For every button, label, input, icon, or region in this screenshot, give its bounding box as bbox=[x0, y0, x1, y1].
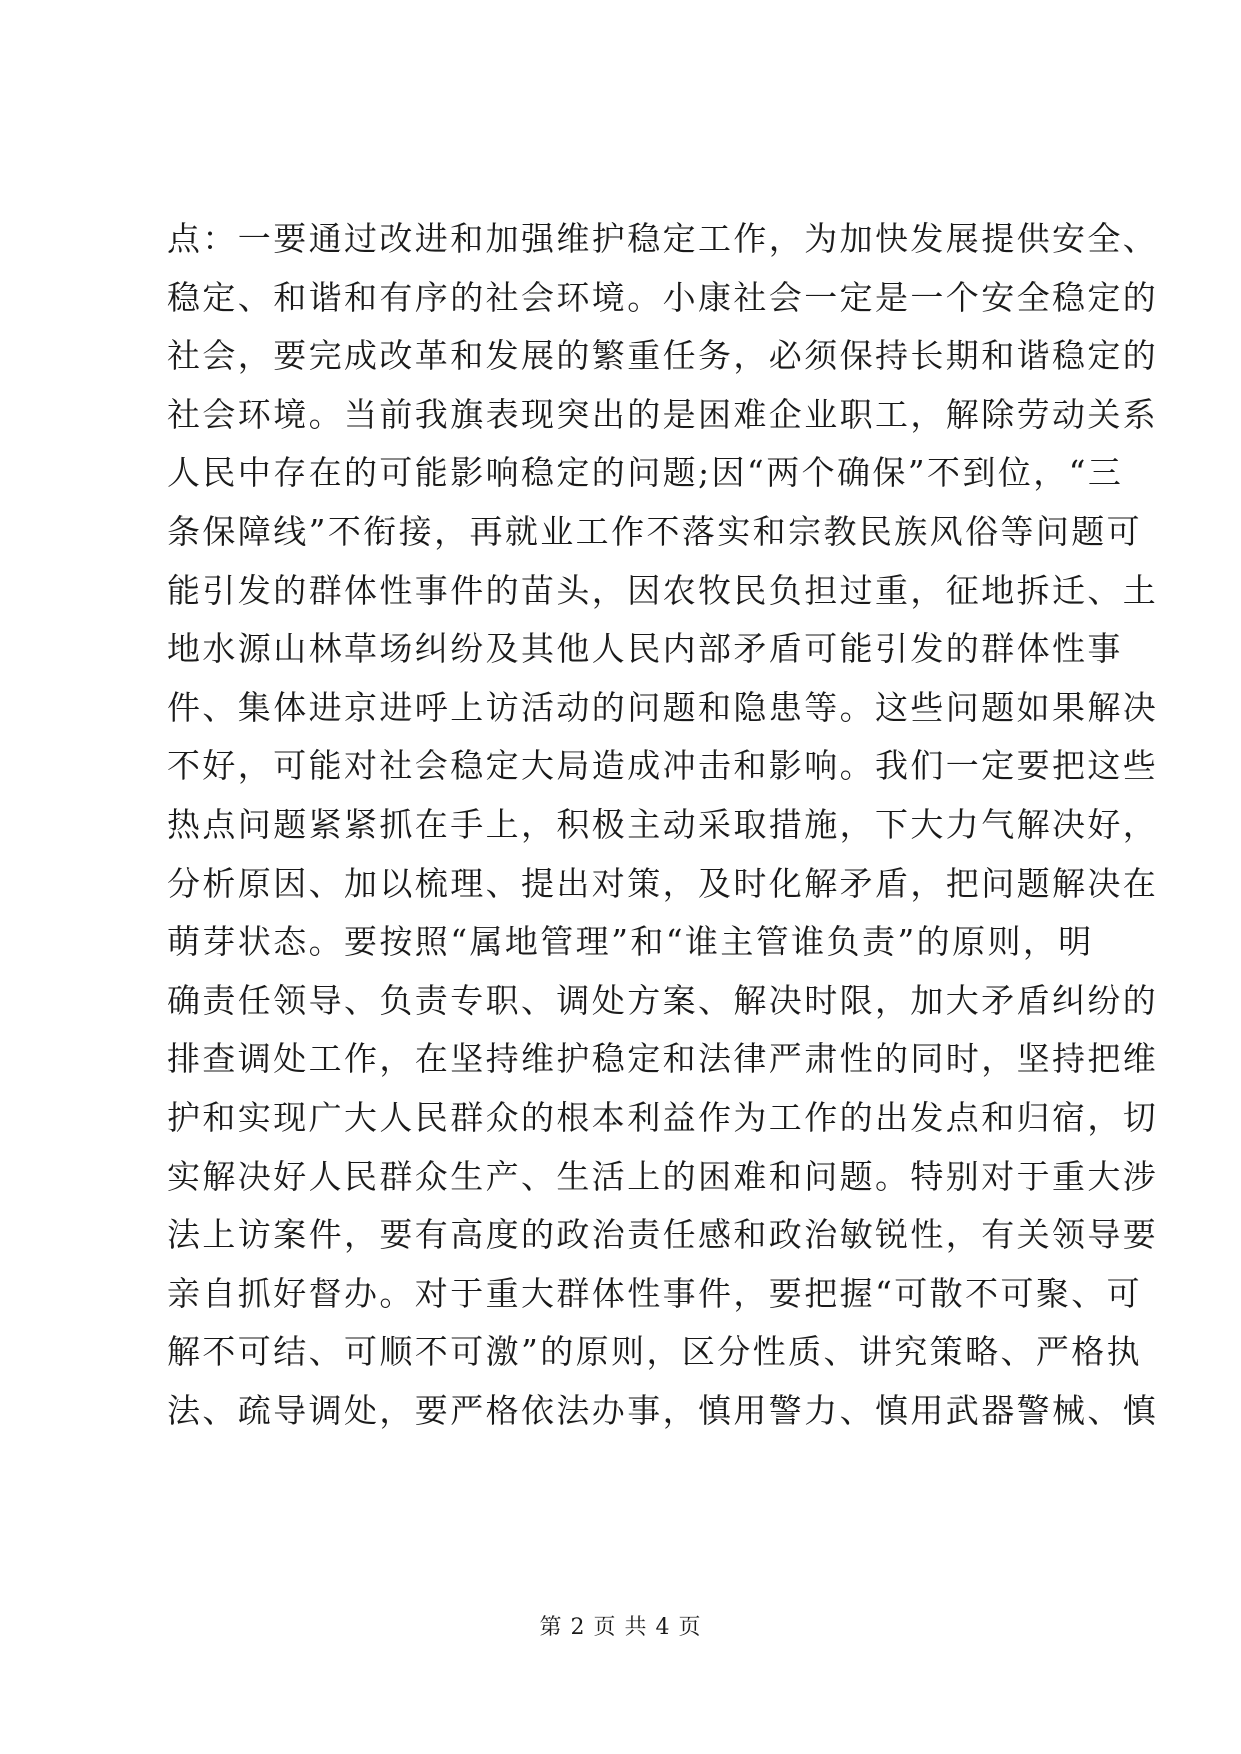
text-line: 法、疏导调处，要严格依法办事，慎用警力、慎用武器警械、慎 bbox=[167, 1390, 1159, 1430]
text-line: 亲自抓好督办。对于重大群体性事件，要把握“可散不可聚、可 bbox=[167, 1273, 1143, 1313]
page-number: 第 2 页 共 4 页 bbox=[539, 1615, 702, 1640]
text-line: 护和实现广大人民群众的根本利益作为工作的出发点和归宿，切 bbox=[167, 1097, 1159, 1137]
text-line: 社会环境。当前我旗表现突出的是困难企业职工，解除劳动关系 bbox=[167, 394, 1159, 434]
text-line: 不好，可能对社会稳定大局造成冲击和影响。我们一定要把这些 bbox=[167, 746, 1159, 786]
text-line: 社会，要完成改革和发展的繁重任务，必须保持长期和谐稳定的 bbox=[167, 336, 1159, 376]
text-line: 法上访案件，要有高度的政治责任感和政治敏锐性，有关领导要 bbox=[167, 1215, 1159, 1255]
text-line: 能引发的群体性事件的苗头，因农牧民负担过重，征地拆迁、土 bbox=[167, 570, 1159, 610]
text-line: 地水源山林草场纠纷及其他人民内部矛盾可能引发的群体性事 bbox=[167, 629, 1123, 669]
text-line: 条保障线”不衔接，再就业工作不落实和宗教民族风俗等问题可 bbox=[167, 511, 1143, 551]
text-line: 确责任领导、负责专职、调处方案、解决时限，加大矛盾纠纷的 bbox=[167, 980, 1159, 1020]
text-line: 萌芽状态。要按照“属地管理”和“谁主管谁负责”的原则，明 bbox=[167, 922, 1094, 962]
text-line: 人民中存在的可能影响稳定的问题;因“两个确保”不到位，“三 bbox=[167, 453, 1124, 493]
text-line: 稳定、和谐和有序的社会环境。小康社会一定是一个安全稳定的 bbox=[167, 277, 1159, 317]
page-footer bbox=[0, 1613, 1241, 1643]
text-line: 排查调处工作，在坚持维护稳定和法律严肃性的同时，坚持把维 bbox=[167, 1039, 1159, 1079]
text-line: 解不可结、可顺不可激”的原则，区分性质、讲究策略、严格执 bbox=[167, 1332, 1143, 1372]
text-line: 件、集体进京进呼上访活动的问题和隐患等。这些问题如果解决 bbox=[167, 687, 1159, 727]
text-line: 实解决好人民群众生产、生活上的困难和问题。特别对于重大涉 bbox=[167, 1156, 1159, 1196]
text-line: 分析原因、加以梳理、提出对策，及时化解矛盾，把问题解决在 bbox=[167, 863, 1159, 903]
body-text bbox=[167, 210, 1159, 1440]
text-line: 热点问题紧紧抓在手上，积极主动采取措施，下大力气解决好， bbox=[167, 804, 1159, 844]
text-line: 点：一要通过改进和加强维护稳定工作，为加快发展提供安全、 bbox=[167, 219, 1159, 258]
